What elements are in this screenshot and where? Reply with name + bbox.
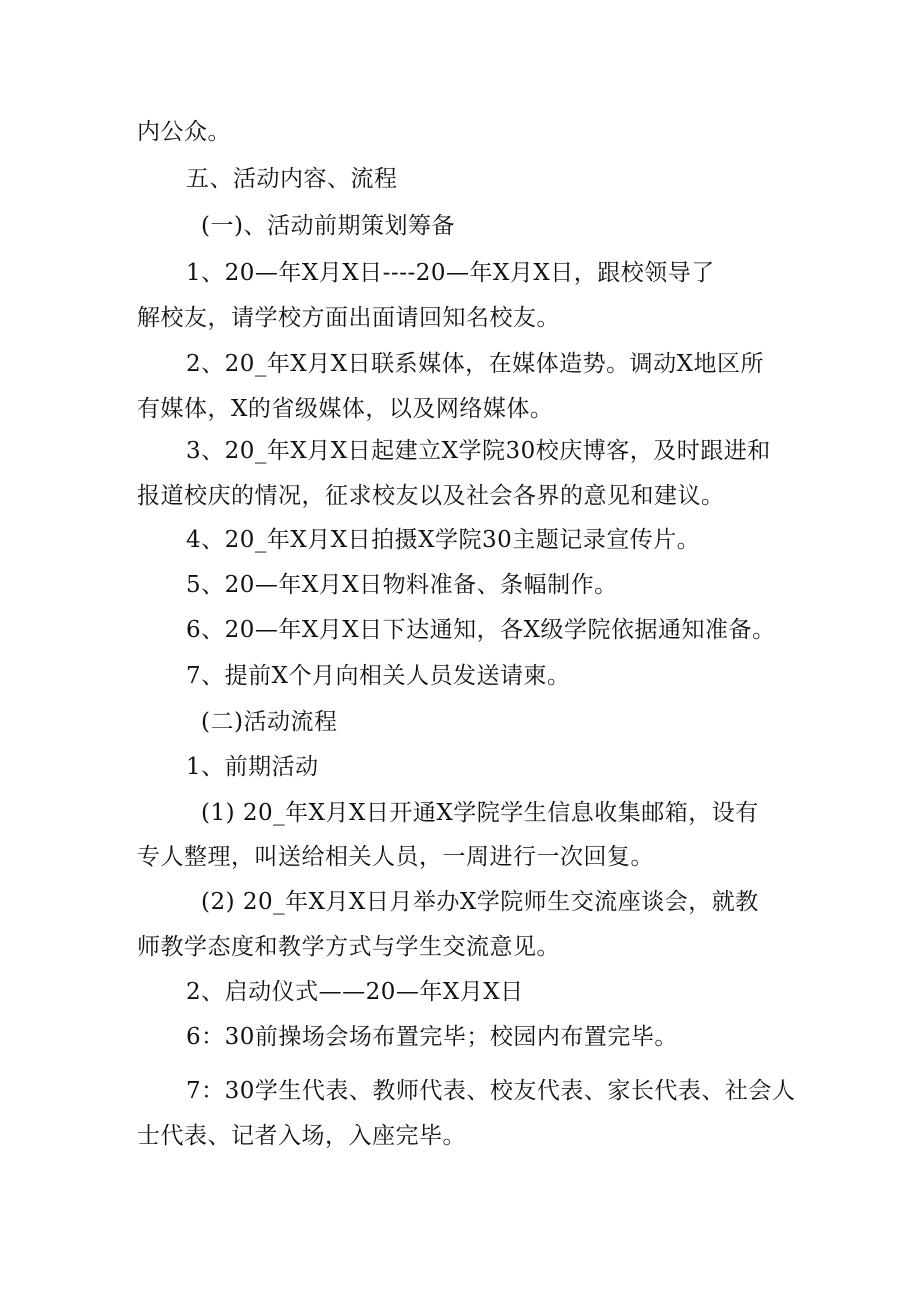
text-line: 内公众。 xyxy=(137,119,231,145)
text-line: 6：30前操场会场布置完毕；校园内布置完毕。 xyxy=(186,1024,678,1050)
text-line: 1、20—年X月X日----20—年X月X日，跟校领导了 xyxy=(186,260,715,286)
text-line: (1) 20_年X月X日开通X学院学生信息收集邮箱，设有 xyxy=(201,800,759,826)
text-line: 有媒体，X的省级媒体，以及网络媒体。 xyxy=(137,396,554,422)
section-heading: 五、活动内容、流程 xyxy=(186,166,398,192)
text-line: 1、前期活动 xyxy=(186,754,319,780)
text-line: 师教学态度和教学方式与学生交流意见。 xyxy=(137,934,560,960)
text-line: 5、20—年X月X日物料准备、条幅制作。 xyxy=(186,572,618,598)
text-line: 7：30学生代表、教师代表、校友代表、家长代表、社会人 xyxy=(186,1078,796,1104)
subsection-heading: (一)、活动前期策划筹备 xyxy=(201,213,455,239)
text-line: 7、提前X个月向相关人员发送请柬。 xyxy=(186,663,571,689)
text-line: 士代表、记者入场，入座完毕。 xyxy=(137,1123,466,1149)
text-line: (2) 20_年X月X日月举办X学院师生交流座谈会，就教 xyxy=(201,889,759,915)
text-line: 4、20_年X月X日拍摄X学院30主题记录宣传片。 xyxy=(186,527,701,553)
text-line: 2、启动仪式——20—年X月X日 xyxy=(186,979,524,1005)
text-line: 3、20_年X月X日起建立X学院30校庆博客，及时跟进和 xyxy=(186,438,771,464)
text-line: 报道校庆的情况，征求校友以及社会各界的意见和建议。 xyxy=(137,483,725,509)
text-line: 6、20—年X月X日下达通知，各X级学院依据通知准备。 xyxy=(186,617,776,643)
text-line: 专人整理，叫送给相关人员，一周进行一次回复。 xyxy=(137,844,654,870)
text-line: 解校友，请学校方面出面请回知名校友。 xyxy=(137,305,560,331)
subsection-heading: (二)活动流程 xyxy=(201,709,338,735)
text-line: 2、20_年X月X日联系媒体，在媒体造势。调动X地区所 xyxy=(186,351,765,377)
